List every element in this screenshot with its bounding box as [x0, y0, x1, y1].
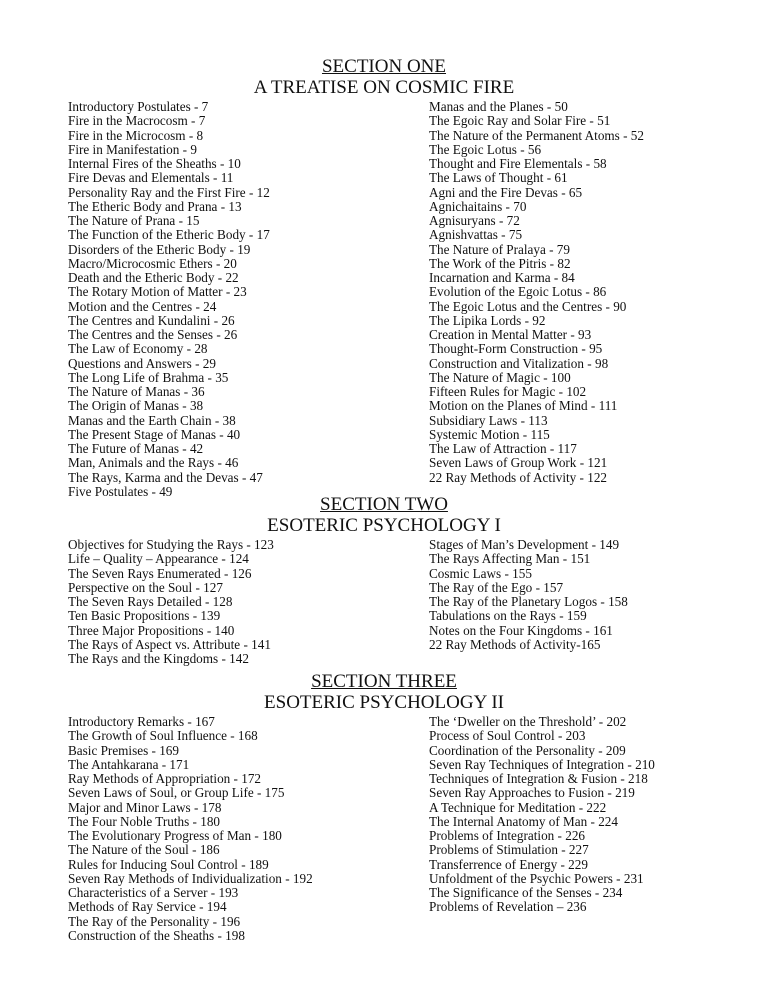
toc-entry: The ‘Dweller on the Threshold’ - 202 [429, 714, 627, 729]
toc-entry: The Significance of the Senses - 234 [429, 885, 623, 900]
toc-entry: The Rays Affecting Man - 151 [429, 551, 591, 567]
toc-entry: Seven Laws of Group Work - 121 [429, 455, 608, 471]
toc-left-column [68, 715, 429, 943]
toc-entry: Perspective on the Soul - 127 [68, 579, 223, 595]
toc-entry: Manas and the Earth Chain - 38 [68, 412, 236, 428]
toc-entry: Coordination of the Personality - 209 [429, 742, 626, 758]
toc-right-column [429, 715, 749, 943]
toc-columns [0, 715, 768, 943]
toc-entry: Subsidiary Laws - 113 [429, 412, 548, 428]
section-label: SECTION TWO [320, 494, 448, 515]
toc-right-column [429, 100, 749, 499]
toc-entry: Introductory Remarks - 167 [68, 714, 215, 729]
toc-entry: The Etheric Body and Prana - 13 [68, 198, 242, 214]
toc-entry: The Rays and the Kingdoms - 142 [68, 651, 249, 666]
toc-entry: 22 Ray Methods of Activity - 122 [429, 469, 608, 485]
toc-entry: Stages of Man’s Development - 149 [429, 537, 620, 552]
toc-entry: The Growth of Soul Influence - 168 [68, 728, 258, 744]
toc-left-column [68, 100, 429, 499]
toc-entry: The Centres and Kundalini - 26 [68, 312, 235, 328]
section-label: SECTION ONE [321, 56, 447, 77]
toc-entry: Thought and Fire Elementals - 58 [429, 156, 607, 171]
toc-entry: Incarnation and Karma - 84 [429, 270, 575, 285]
toc-entry: Agni and the Fire Devas - 65 [429, 184, 583, 200]
toc-entry: Problems of Revelation – 236 [429, 899, 587, 915]
toc-entry: Evolution of the Egoic Lotus - 86 [429, 284, 607, 300]
toc-entry: The Rays of Aspect vs. Attribute - 141 [68, 636, 271, 652]
toc-entry: The Nature of the Permanent Atoms - 52 [429, 127, 644, 143]
toc-entry: Agnishvattas - 75 [429, 227, 523, 243]
toc-entry: Questions and Answers - 29 [68, 355, 216, 371]
toc-entry: Seven Laws of Soul, or Group Life - 175 [68, 785, 285, 801]
toc-entry: The Nature of Magic - 100 [429, 369, 571, 385]
toc-entry: The Evolutionary Progress of Man - 180 [68, 828, 282, 843]
toc-entry: Fire in Manifestation - 9 [68, 141, 197, 157]
toc-entry: The Origin of Manas - 38 [68, 398, 204, 414]
toc-entry: Man, Animals and the Rays - 46 [68, 455, 239, 471]
toc-entry: Death and the Etheric Body - 22 [68, 270, 239, 285]
toc-entry: Manas and the Planes - 50 [429, 99, 568, 114]
toc-columns [0, 538, 768, 666]
toc-entry: Basic Premises - 169 [68, 742, 179, 758]
toc-entry: The Antahkarana - 171 [68, 756, 190, 772]
toc-entry: The Nature of Prana - 15 [68, 213, 200, 228]
toc-entry: The Nature of the Soul - 186 [68, 842, 220, 858]
toc-entry: The Nature of Manas - 36 [68, 384, 205, 399]
toc-entry: Transferrence of Energy - 229 [429, 856, 588, 872]
toc-entry: Motion and the Centres - 24 [68, 298, 217, 314]
toc-entry: Introductory Postulates - 7 [68, 99, 209, 114]
toc-entry: Creation in Mental Matter - 93 [429, 327, 592, 342]
toc-entry: Fire Devas and Elementals - 11 [68, 170, 234, 186]
section-title: ESOTERIC PSYCHOLOGY II [264, 692, 504, 713]
toc-entry: Fire in the Microcosm - 8 [68, 127, 204, 143]
toc-entry: Objectives for Studying the Rays - 123 [68, 537, 274, 552]
section-label: SECTION THREE [311, 671, 457, 692]
toc-entry: The Ray of the Ego - 157 [429, 579, 564, 595]
toc-entry: Agnichaitains - 70 [429, 198, 527, 214]
toc-entry: Construction and Vitalization - 98 [429, 355, 609, 371]
toc-entry: The Egoic Lotus and the Centres - 90 [429, 298, 627, 314]
toc-entry: Problems of Integration - 226 [429, 828, 586, 843]
toc-entry: The Work of the Pitris - 82 [429, 255, 571, 271]
toc-entry: The Function of the Etheric Body - 17 [68, 227, 270, 243]
toc-entry: The Egoic Lotus - 56 [429, 141, 542, 157]
toc-right-column [429, 538, 749, 666]
toc-entry: Notes on the Four Kingdoms - 161 [429, 622, 613, 638]
toc-entry: The Rotary Motion of Matter - 23 [68, 284, 247, 300]
toc-entry: Life – Quality – Appearance - 124 [68, 551, 249, 567]
toc-entry: The Nature of Pralaya - 79 [429, 241, 570, 257]
section-two [0, 494, 768, 666]
toc-entry: Major and Minor Laws - 178 [68, 799, 222, 815]
toc-entry: Cosmic Laws - 155 [429, 565, 532, 581]
toc-columns [0, 100, 768, 499]
toc-entry: The Lipika Lords - 92 [429, 312, 546, 328]
toc-entry: Seven Ray Approaches to Fusion - 219 [429, 785, 635, 801]
toc-entry: Three Major Propositions - 140 [68, 622, 235, 638]
toc-entry: The Law of Economy - 28 [68, 341, 208, 357]
toc-entry: A Technique for Meditation - 222 [429, 799, 607, 815]
section-heading [0, 494, 768, 536]
toc-entry: Methods of Ray Service - 194 [68, 899, 227, 915]
section-title: ESOTERIC PSYCHOLOGY I [267, 515, 501, 536]
toc-entry: Problems of Stimulation - 227 [429, 842, 589, 858]
toc-entry: Unfoldment of the Psychic Powers - 231 [429, 870, 644, 886]
toc-entry: The Law of Attraction - 117 [429, 441, 577, 456]
toc-entry: Seven Ray Methods of Individualization - 192 [68, 870, 313, 886]
toc-entry: Ray Methods of Appropriation - 172 [68, 771, 262, 786]
toc-entry: The Ray of the Planetary Logos - 158 [429, 594, 628, 609]
toc-entry: Personality Ray and the First Fire - 12 [68, 184, 270, 200]
toc-entry: Fire in the Macrocosm - 7 [68, 113, 206, 129]
toc-entry: Techniques of Integration & Fusion - 218 [429, 771, 648, 786]
toc-entry: Agnisuryans - 72 [429, 213, 520, 228]
toc-entry: Macro/Microcosmic Ethers - 20 [68, 255, 237, 271]
toc-entry: Ten Basic Propositions - 139 [68, 608, 221, 624]
toc-entry: Seven Ray Techniques of Integration - 210 [429, 756, 655, 772]
toc-entry: Process of Soul Control - 203 [429, 728, 586, 744]
section-three [0, 671, 768, 943]
toc-entry: The Centres and the Senses - 26 [68, 327, 238, 342]
toc-entry: Thought-Form Construction - 95 [429, 341, 603, 357]
toc-entry: Disorders of the Etheric Body - 19 [68, 241, 251, 257]
toc-entry: The Internal Anatomy of Man - 224 [429, 813, 618, 829]
section-one [0, 56, 768, 499]
toc-left-column [68, 538, 429, 666]
toc-entry: The Long Life of Brahma - 35 [68, 369, 229, 385]
toc-entry: The Four Noble Truths - 180 [68, 813, 221, 829]
toc-entry: The Seven Rays Detailed - 128 [68, 594, 233, 609]
toc-entry: The Future of Manas - 42 [68, 441, 204, 456]
section-title: A TREATISE ON COSMIC FIRE [253, 77, 515, 98]
section-heading [0, 56, 768, 98]
toc-entry: Five Postulates - 49 [68, 483, 173, 499]
toc-entry: The Laws of Thought - 61 [429, 170, 568, 186]
toc-entry: Systemic Motion - 115 [429, 426, 550, 442]
toc-entry: The Rays, Karma and the Devas - 47 [68, 469, 263, 485]
toc-entry: Tabulations on the Rays - 159 [429, 608, 587, 624]
section-heading [0, 671, 768, 713]
toc-entry: Motion on the Planes of Mind - 111 [429, 398, 618, 414]
toc-entry: The Ray of the Personality - 196 [68, 913, 241, 929]
toc-entry: Construction of the Sheaths - 198 [68, 927, 245, 943]
toc-entry: The Present Stage of Manas - 40 [68, 426, 241, 442]
toc-entry: Fifteen Rules for Magic - 102 [429, 384, 587, 399]
toc-entry: Internal Fires of the Sheaths - 10 [68, 156, 241, 171]
toc-entry: The Seven Rays Enumerated - 126 [68, 565, 252, 581]
toc-entry: 22 Ray Methods of Activity-165 [429, 636, 601, 652]
toc-entry: Rules for Inducing Soul Control - 189 [68, 856, 269, 872]
toc-entry: The Egoic Ray and Solar Fire - 51 [429, 113, 611, 129]
toc-entry: Characteristics of a Server - 193 [68, 885, 239, 900]
